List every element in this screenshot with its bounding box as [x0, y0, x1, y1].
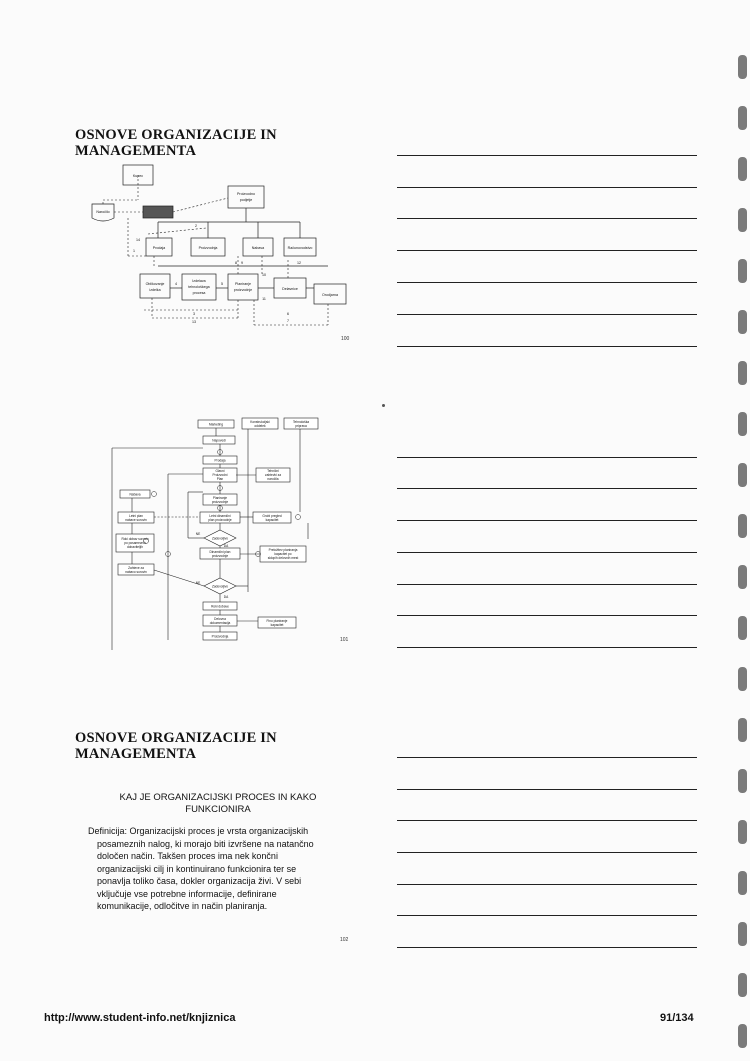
rok-dobave-label: Roki dobave [211, 604, 229, 609]
oblikovanje-label-2: izdelka [149, 288, 161, 292]
definition-line-7: komunikacije, odločitve in način planiranja. [97, 901, 268, 911]
fino-label-2: kapacitet [270, 623, 284, 627]
narocilo-label: Naročilo [96, 210, 110, 214]
note-line [397, 250, 697, 251]
prelozitev-label-3: sklopih delovnih mest [267, 556, 299, 560]
binder-tab [738, 667, 747, 691]
binder-tab [738, 718, 747, 742]
tehnoloska-label-1: Tehnološka [292, 420, 310, 424]
note-line [397, 218, 697, 219]
tehnoloska-label-2: priprava [295, 424, 307, 428]
num-9: 9 [241, 261, 243, 265]
scan-mark [382, 404, 385, 407]
orodjarna-label: Orodjarna [322, 293, 338, 297]
binder-tab [738, 310, 747, 334]
binder-tab [738, 259, 747, 283]
nabava-flow-label: Nabava [129, 492, 141, 497]
zadovoljivo-label-1: Zadovoljivo [211, 536, 229, 541]
racunovodstvo-label: Računovodstvo [287, 246, 313, 250]
note-line [397, 552, 697, 553]
glavni-plan-label-1: Glavni [215, 469, 225, 473]
num-6: 6 [287, 312, 289, 316]
dinamicni-label-1: Dinamični plan [209, 550, 231, 554]
grobi-pregled-label-1: Grobi pregled [262, 514, 282, 518]
binder-tab [738, 769, 747, 793]
slide-3-number: 102 [340, 937, 349, 943]
letni-plan-sur-label-1: Letni plan [129, 514, 143, 518]
binder-tab [738, 463, 747, 487]
zahteve-label-2: nabavo surovin [125, 570, 147, 574]
slide-3-definition [88, 825, 368, 913]
binder-tab [738, 922, 747, 946]
num-5: 5 [221, 282, 223, 286]
note-line [397, 155, 697, 156]
zahteve-label-1: Zahteve za [128, 566, 144, 570]
slide-3 [58, 730, 368, 762]
prelozitev-label-1: Preložitev planiranja [268, 548, 298, 552]
slide-1 [58, 127, 368, 159]
note-line [397, 757, 697, 758]
binder-tab [738, 820, 747, 844]
da-label-2: DA [223, 595, 229, 599]
binder-tab [738, 361, 747, 385]
note-line [397, 884, 697, 885]
proizvodnja-label: Proizvodnja [198, 246, 218, 250]
note-line [397, 314, 697, 315]
note-line [397, 282, 697, 283]
glavni-plan-label-2: Proizvodni [212, 473, 228, 477]
slide-1-title [75, 127, 368, 159]
num-4: 4 [175, 282, 177, 286]
note-line [397, 457, 697, 458]
binder-edge [734, 0, 750, 1061]
definition-line-6: vključuje vse potrebne informacije, definirane [97, 888, 277, 899]
ne-label-2: NE [195, 581, 201, 585]
slide-1-title-line-1: OSNOVE ORGANIZACIJE IN [75, 127, 277, 143]
num-7: 7 [287, 319, 289, 323]
num-12: 12 [297, 261, 301, 265]
note-line [397, 647, 697, 648]
glavni-plan-label-3: Plan [216, 477, 224, 481]
num-10: 10 [262, 273, 266, 277]
slide-3-title-line-1: OSNOVE ORGANIZACIJE IN [75, 730, 277, 746]
roki-label-1: Roki dobav surovin [121, 537, 149, 541]
num-8: 8 [235, 261, 237, 265]
konstrukcijski-label-1: Konstrukcijski [250, 420, 270, 424]
note-line [397, 187, 697, 188]
note-line [397, 346, 697, 347]
note-line [397, 915, 697, 916]
roki-label-2: po posameznih [124, 541, 146, 545]
slide-3-subtitle [98, 792, 338, 816]
nabava-label: Nabava [251, 246, 265, 250]
marketing-label: Marketing [209, 422, 223, 427]
slide-3-subtitle-line-2: FUNKCIONIRA [185, 804, 251, 815]
note-line [397, 488, 697, 489]
letni-plan-sur-label-2: nabave surovin [125, 518, 147, 522]
definition-line-5: ponavlja toliko časa, dokler organizacija živi. V sebi [97, 876, 302, 886]
truck-icon [143, 206, 173, 218]
definition-line-2: posameznih nalog, ki morajo biti izvršene na natančno [97, 838, 314, 849]
planiranje-flow-label-1: Planiranje [212, 496, 228, 500]
num-14: 14 [136, 238, 140, 242]
slide-2-number: 101 [340, 637, 349, 643]
tehnicni-label-3: naročila [267, 477, 279, 481]
planning-flowchart [108, 414, 353, 650]
num-13: 13 [192, 320, 196, 324]
organization-diagram [88, 160, 358, 335]
izdelava-label-1: Izdelava [192, 279, 206, 283]
note-line [397, 615, 697, 616]
oblikovanje-label-1: Oblikovanje [145, 282, 165, 286]
delovna-dok-label-1: Delovna [214, 617, 226, 621]
konstrukcijski-label-2: oddelek [254, 424, 266, 428]
binder-tab [738, 55, 747, 79]
proizvodno-podjetje-box [228, 186, 264, 208]
prodaja-flow-label: Prodaja [214, 458, 226, 463]
definition-line-4: organizacijski cilj in kontinuirano funkcionira ter se [97, 863, 297, 874]
binder-tab [738, 157, 747, 181]
binder-tab [738, 871, 747, 895]
tehnicni-label-1: Tehnični [267, 469, 279, 473]
note-line [397, 520, 697, 521]
binder-tab [738, 1024, 747, 1048]
oblikovanje-box [140, 274, 170, 298]
note-line [397, 820, 697, 821]
letni-plan-proiz-label-1: Letni dinamični [209, 514, 231, 518]
proizvodno-label-1: Proizvodno [237, 192, 255, 196]
binder-tab [738, 973, 747, 997]
binder-tab [738, 514, 747, 538]
definition-line-1: Definicija: Organizacijski proces je vrsta organizacijskih [88, 826, 309, 836]
binder-tab [738, 412, 747, 436]
napovedi-label: Napovedi [212, 438, 226, 443]
binder-tab [738, 565, 747, 589]
prelozitev-label-2: kapacitet po [274, 552, 292, 556]
binder-tab [738, 208, 747, 232]
note-line [397, 584, 697, 585]
num-2: 2 [195, 224, 197, 228]
planiranje-box [228, 274, 258, 300]
grobi-pregled-label-2: kapacitet [265, 518, 279, 522]
fino-label-1: Fino planiranje [266, 619, 288, 623]
zadovoljivo-label-2: Zadovoljivo [211, 584, 229, 589]
tehnicni-label-2: zahtevki za [265, 473, 281, 477]
note-line [397, 789, 697, 790]
letni-plan-proiz-label-2: plan proizvodnje [208, 518, 232, 522]
dinamicni-label-2: proizvodnje [211, 554, 229, 558]
num-3: 3 [193, 312, 195, 316]
num-1: 1 [133, 249, 135, 253]
footer-page-number: 91/134 [660, 1012, 694, 1024]
footer-url[interactable]: http://www.student-info.net/knjiznica [44, 1012, 236, 1024]
slide-3-subtitle-line-1: KAJ JE ORGANIZACIJSKI PROCES IN KAKO [119, 792, 317, 803]
note-line [397, 947, 697, 948]
slide-3-title [75, 730, 368, 762]
ne-label-1: NE [195, 532, 201, 536]
prodaja-label: Prodaja [152, 246, 166, 250]
num-11: 11 [262, 297, 266, 301]
izdelava-label-2: tehnološkega [188, 285, 210, 289]
delavnice-label: Delavnice [282, 287, 298, 291]
izdelava-label-3: procesa [192, 291, 206, 295]
roki-label-3: dobaviteljih [127, 545, 143, 549]
delovna-dok-label-2: dokumentacija [209, 621, 231, 625]
planiranje-label-1: Planiranje [235, 282, 251, 286]
planiranje-label-2: proizvodnje [233, 288, 253, 292]
slide-1-number: 100 [341, 336, 350, 342]
binder-tab [738, 106, 747, 130]
proizvodno-label-2: podjetje [239, 198, 253, 202]
slide-3-title-line-2: MANAGEMENTA [75, 746, 197, 762]
slide-1-title-line-2: MANAGEMENTA [75, 143, 197, 159]
binder-tab [738, 616, 747, 640]
da-label-1: DA [223, 544, 229, 548]
kupec-label: Kupec [132, 174, 144, 178]
planiranje-flow-label-2: proizvodnje [211, 500, 229, 504]
definition-line-3: določen način. Takšen proces ima nek končni [97, 851, 278, 861]
proizvodnja-flow-label: Proizvodnja [211, 634, 229, 639]
note-line [397, 852, 697, 853]
